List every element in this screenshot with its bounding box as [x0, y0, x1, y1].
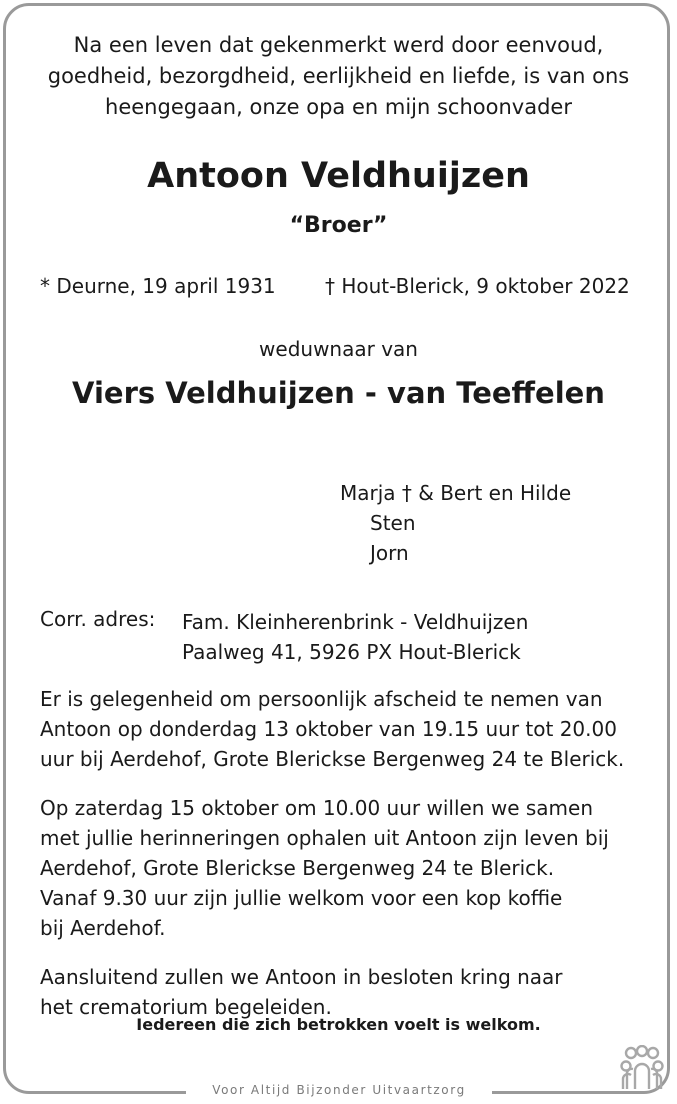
paragraph-line: het crematorium begeleiden.	[40, 995, 332, 1019]
family-line: Marja † & Bert en Hilde	[340, 481, 572, 505]
paragraph-line: Aansluitend zullen we Antoon in besloten kring naar	[40, 965, 563, 989]
birth-info: * Deurne, 19 april 1931	[40, 274, 276, 298]
paragraph-line: met jullie herinneringen ophalen uit Antoon zijn leven bij	[40, 826, 609, 850]
address-line: Paalweg 41, 5926 PX Hout-Blerick	[182, 640, 521, 664]
paragraph-line: Er is gelegenheid om persoonlijk afscheid te nemen van	[40, 687, 603, 711]
paragraph-viewing	[40, 684, 624, 774]
deceased-nickname: “Broer”	[289, 213, 388, 238]
paragraph-cremation	[40, 962, 563, 1022]
intro-line: goedheid, bezorgdheid, eerlijkheid en liefde, is van ons	[47, 64, 630, 88]
correspondence-address	[182, 607, 528, 667]
paragraph-line: Aerdehof, Grote Blerickse Bergenweg 24 te Blerick.	[40, 856, 555, 880]
grandchild: Sten	[370, 511, 416, 535]
address-line: Fam. Kleinherenbrink - Veldhuijzen	[182, 610, 529, 634]
intro-line: heengegaan, onze opa en mijn schoonvader	[105, 95, 572, 119]
paragraph-line: bij Aerdehof.	[40, 916, 166, 940]
paragraph-line: Antoon op donderdag 13 oktober van 19.15 uur tot 20.00	[40, 717, 617, 741]
grandchild: Jorn	[370, 541, 409, 565]
paragraph-line: Op zaterdag 15 oktober om 10.00 uur willen we samen	[40, 796, 593, 820]
footer-brand: Voor Altijd Bijzonder Uitvaartzorg	[186, 1083, 492, 1097]
family-list	[340, 478, 571, 568]
death-info: † Hout-Blerick, 9 oktober 2022	[325, 274, 630, 298]
intro-line: Na een leven dat gekenmerkt werd door eenvoud,	[73, 33, 604, 57]
family-people-icon	[617, 1045, 667, 1091]
paragraph-line: Vanaf 9.30 uur zijn jullie welkom voor een kop koffie	[40, 886, 563, 910]
correspondence-label: Corr. adres:	[40, 607, 156, 631]
welcome-text: Iedereen die zich betrokken voelt is welkom.	[136, 1015, 541, 1034]
widower-label: weduwnaar van	[259, 337, 418, 361]
spouse-name: Viers Veldhuijzen - van Teeffelen	[72, 376, 605, 410]
paragraph-line: uur bij Aerdehof, Grote Blerickse Bergenweg 24 te Blerick.	[40, 747, 625, 771]
paragraph-ceremony	[40, 793, 609, 943]
intro-text	[0, 30, 677, 123]
deceased-name: Antoon Veldhuijzen	[147, 156, 530, 196]
